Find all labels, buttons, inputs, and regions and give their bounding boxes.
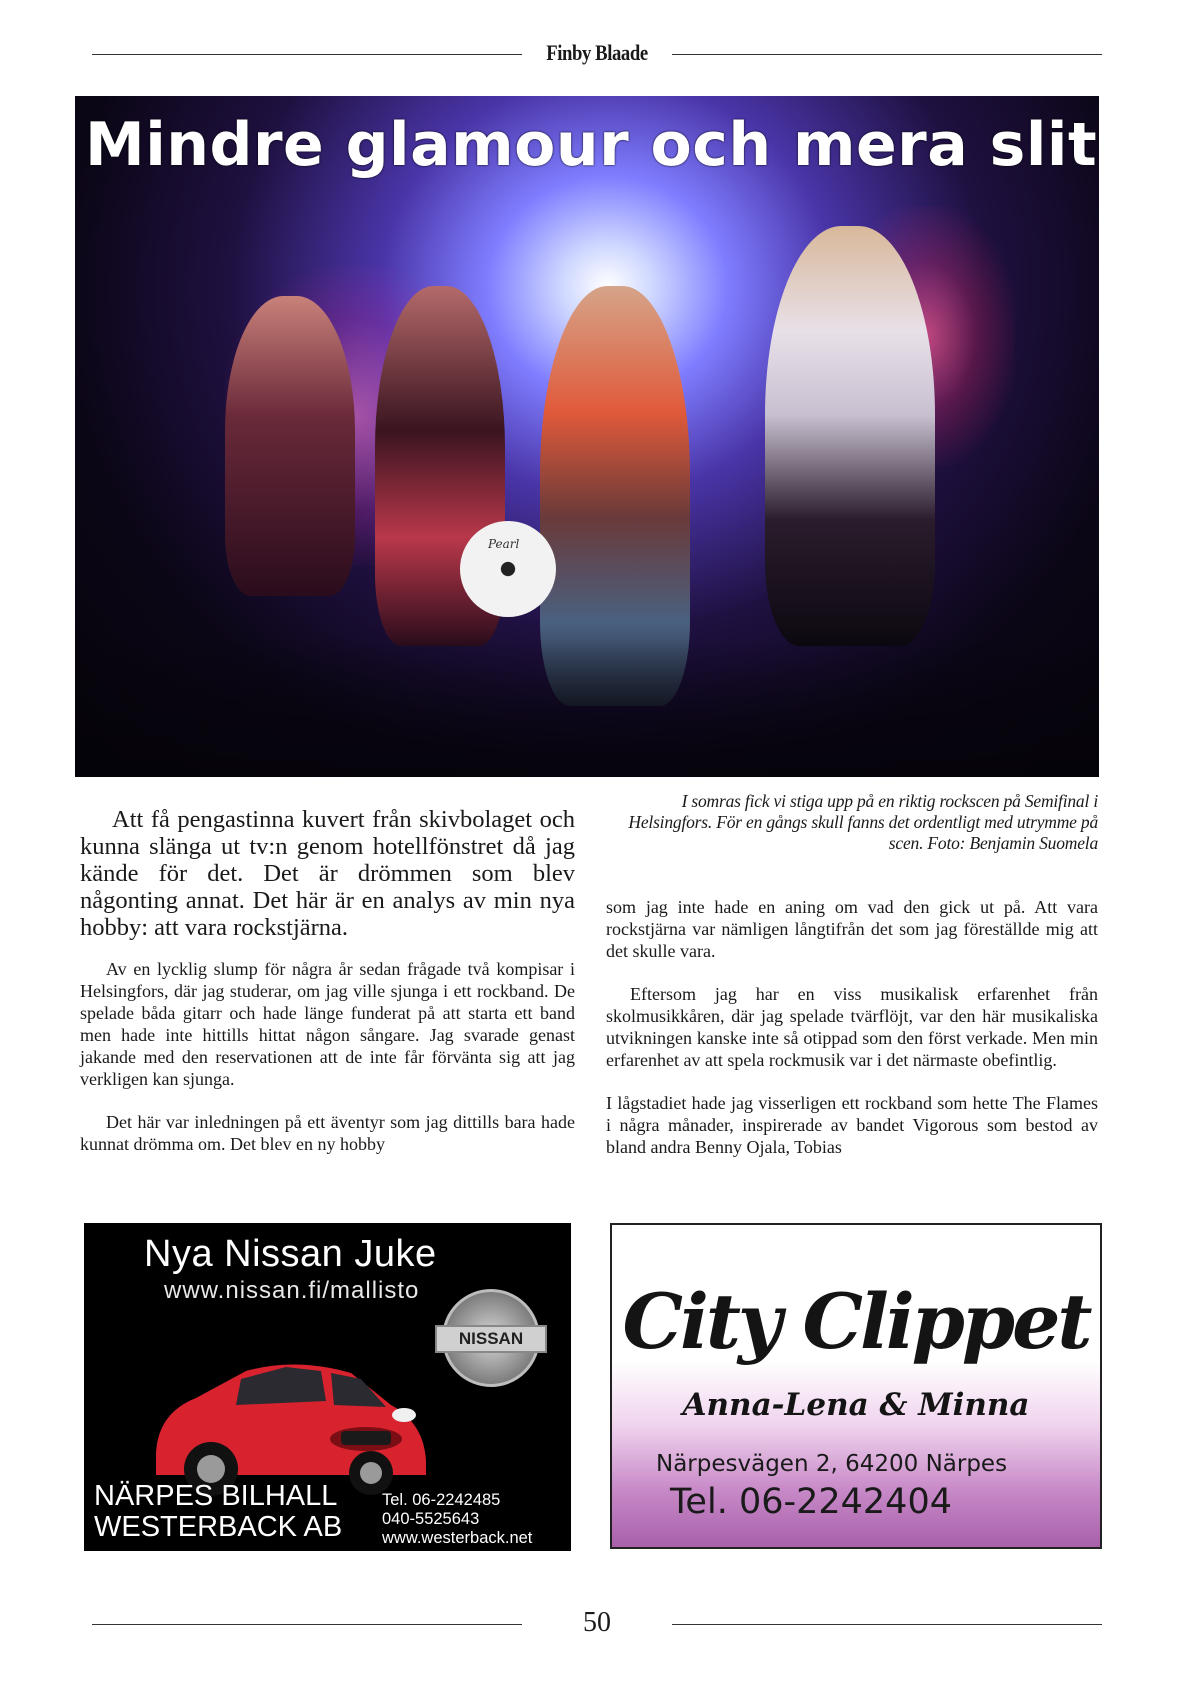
guitarist-right (765, 226, 935, 646)
article-column-right (606, 896, 1098, 1158)
ad-url: www.nissan.fi/mallisto (164, 1277, 420, 1304)
dealer-mobile: 040-5525643 (382, 1510, 480, 1528)
stage-floor (75, 637, 1099, 777)
ad-title: Nya Nissan Juke (144, 1233, 437, 1275)
dealer-line-1: NÄRPES BILHALL (94, 1480, 338, 1512)
dealer-line-2: WESTERBACK AB (94, 1511, 343, 1543)
concert-photo (75, 96, 1099, 777)
stylist-names: Anna-Lena & Minna (682, 1387, 1030, 1423)
nissan-advertisement (84, 1223, 571, 1551)
body-paragraph: Av en lycklig slump för några år sedan frågade två kompisar i Helsingfors, där jag studerar, om jag ville sjunga i ett rockband. De spelade båda gitarr och hade länge funderat på att starta ett band men hade inte hittills hittat någon sångare. Jag svarade genast jakande med den reservationen att de inte får förvänta sig att jag verkligen kan sjunga. (80, 959, 575, 1089)
body-paragraph: som jag inte hade en aning om vad den gick ut på. Att vara rockstjärna var nämligen långtifrån det som jag föreställde mig att det skulle vara. (606, 897, 1098, 961)
city-clippet-advertisement (610, 1223, 1102, 1549)
salon-phone: Tel. 06-2242404 (670, 1482, 952, 1522)
car-illustration (136, 1343, 436, 1503)
article-column-left (80, 958, 575, 1155)
nissan-logo-text: NISSAN (435, 1325, 547, 1353)
salon-address: Närpesvägen 2, 64200 Närpes (656, 1451, 1008, 1477)
footer-rule-left (92, 1624, 522, 1625)
nissan-logo (442, 1289, 540, 1387)
header-rule-left (92, 54, 522, 55)
article-lead (80, 806, 575, 941)
header-rule-right (672, 54, 1102, 55)
bass-drum (460, 521, 556, 617)
dealer-contact (382, 1491, 532, 1548)
body-paragraph: Det här var inledningen på ett äventyr som jag dittills bara hade kunnat drömma om. Det blev en ny hobby (80, 1112, 575, 1154)
lead-paragraph: Att få pengastinna kuvert från skivbolaget och kunna slänga ut tv:n genom hotellfönstret då jag kände för det. Det är drömmen som blev någonting annat. Det här är en analys av min nya hobby: att vara rockstjärna. (80, 806, 575, 941)
photo-caption: I somras fick vi stiga upp på en riktig rockscen på Semifinal i Helsingfors. För en gångs skull fanns det ordentligt med utrymme på scen. Foto: Benjamin Suomela (628, 791, 1098, 853)
body-paragraph: Eftersom jag har en viss musikalisk erfarenhet från skolmusikkåren, där jag spelade tvärflöjt, var den här musikaliska utvikningen kanske inte så otippad som den först verkade. Men min erfarenhet av att spela rockmusik var i det närmaste obefintlig. (606, 984, 1098, 1070)
article-headline: Mindre glamour och mera slit (85, 110, 1098, 180)
publication-name: Finby Blaade (546, 40, 648, 65)
dealer-website: www.westerback.net (382, 1529, 533, 1547)
footer-rule-right (672, 1624, 1102, 1625)
page-number: 50 (583, 1607, 611, 1638)
drum-brand: Pearl (488, 537, 520, 551)
body-paragraph: I lågstadiet hade jag visserligen ett rockband som hette The Flames i några månader, inspirerade av bandet Vigorous som bestod av bland andra Benny Ojala, Tobias (606, 1093, 1098, 1157)
dealer-phone: Tel. 06-2242485 (382, 1491, 501, 1509)
dealer-name (94, 1481, 342, 1543)
salon-name: City Clippet (622, 1277, 1090, 1366)
guitarist-left (225, 296, 355, 596)
